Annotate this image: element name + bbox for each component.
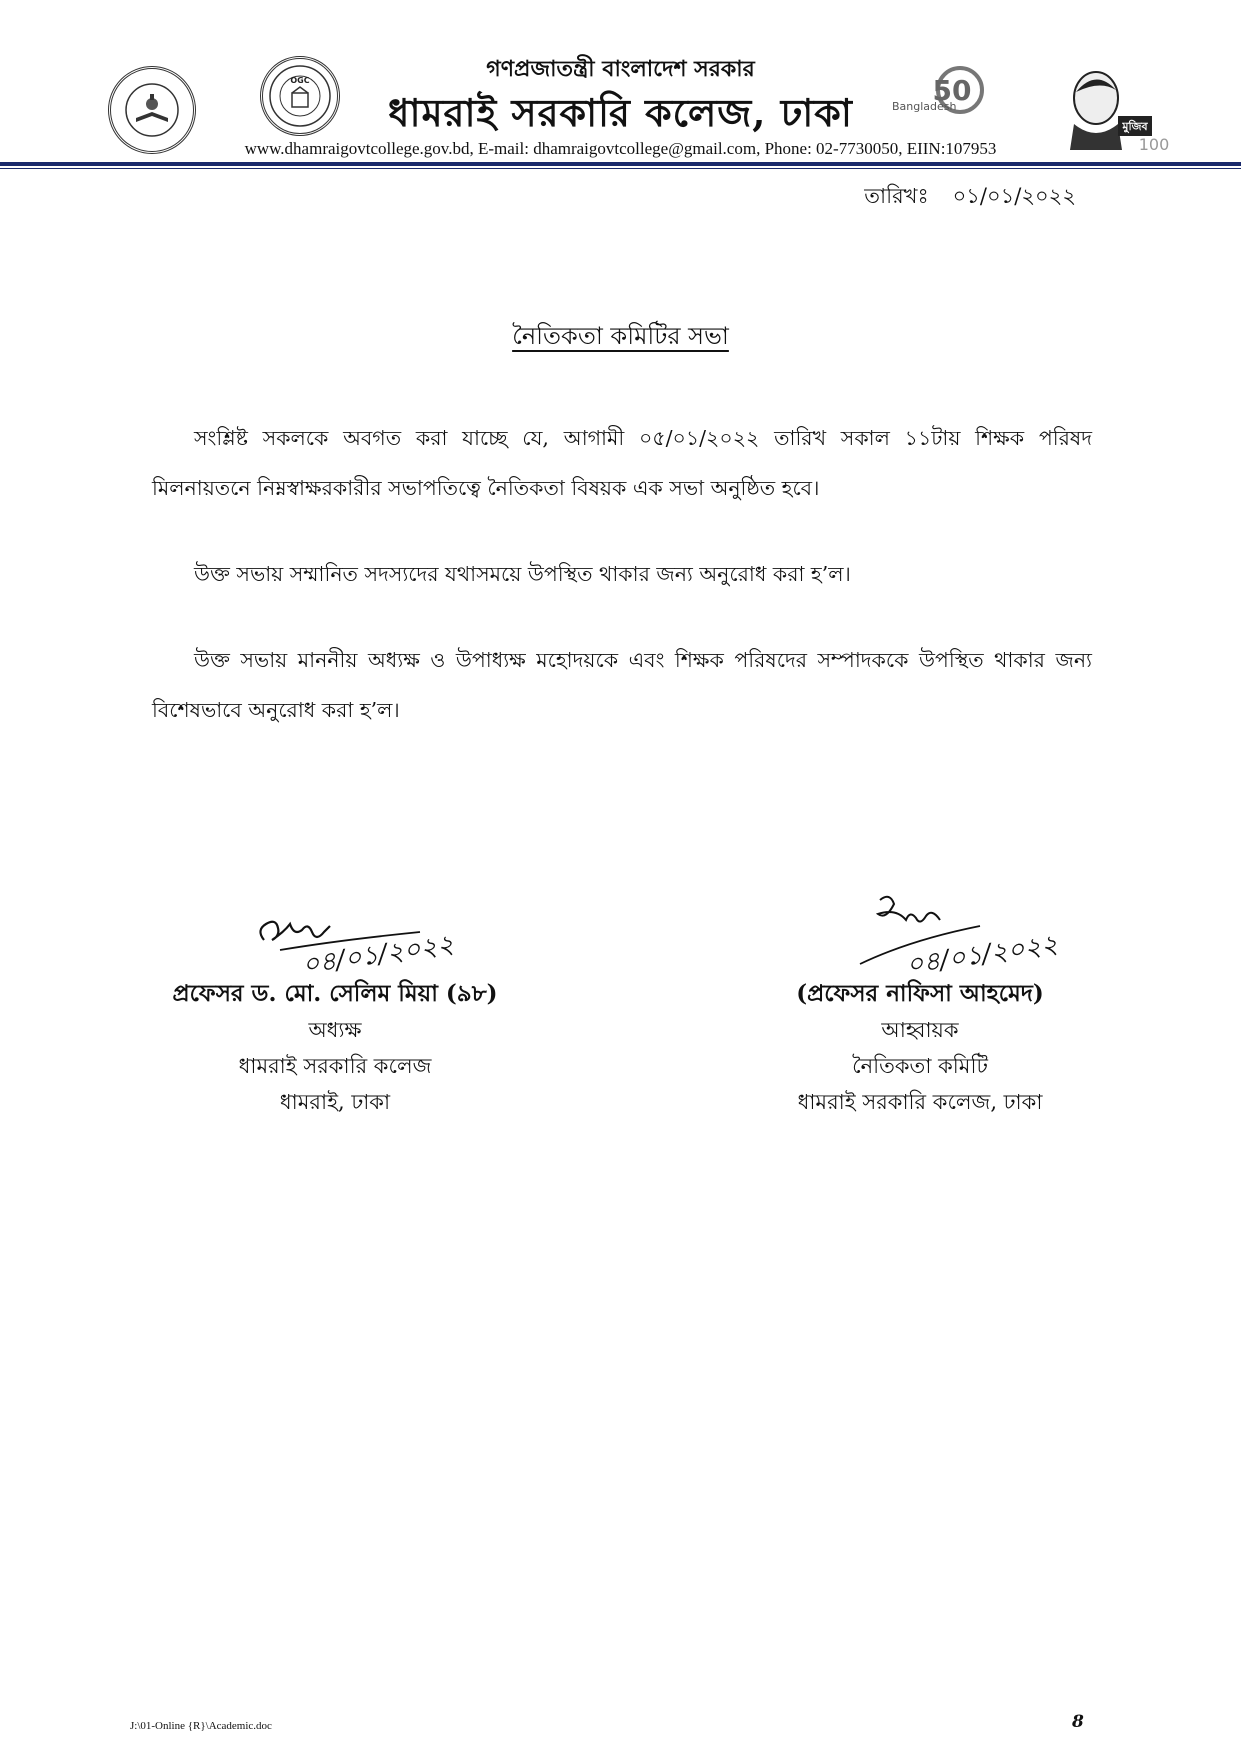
header-rule-thick	[0, 162, 1241, 166]
footer-file-path: J:\01-Online {R}\Academic.doc	[130, 1720, 272, 1732]
body-paragraph-3: উক্ত সভায় মাননীয় অধ্যক্ষ ও উপাধ্যক্ষ মহোদয়কে এবং শিক্ষক পরিষদের সম্পাদককে উপস্থিত থাকার জন্য বিশেষভাবে অনুরোধ করা হ’ল।	[152, 648, 1092, 722]
date-line	[864, 180, 1076, 215]
signatory-left-location: ধামরাই, ঢাকা	[279, 1090, 391, 1114]
signatory-left	[150, 976, 520, 1120]
bangladesh-50-number: 50	[932, 74, 972, 107]
signature-left-date: ০৪/০১/২০২২	[300, 929, 456, 981]
signatory-left-title: অধ্যক্ষ	[308, 1018, 362, 1042]
subject-text: নৈতিকতা কমিটির সভা	[512, 322, 729, 350]
signatory-right-org: নৈতিকতা কমিটি	[852, 1054, 988, 1078]
signatory-right-location: ধামরাই সরকারি কলেজ, ঢাকা	[797, 1090, 1043, 1114]
mujib-logo-number: 100	[1138, 135, 1170, 152]
signatory-right-title: আহ্বায়ক	[881, 1018, 959, 1042]
mujib-logo-text: মুজিব	[1122, 120, 1148, 133]
contact-info: www.dhamraigovtcollege.gov.bd, E-mail: dhamraigovtcollege@gmail.com, Phone: 02-7730050, EIIN:107953	[244, 139, 997, 158]
footer-page-number: 8	[1072, 1712, 1084, 1732]
header-rule-thin	[0, 168, 1241, 169]
body-paragraph-1: সংশ্লিষ্ট সকলকে অবগত করা যাচ্ছে যে, আগামী ০৫/০১/২০২২ তারিখ সকাল ১১টায় শিক্ষক পরিষদ মিলনায়তনে নিম্নস্বাক্ষরকারীর সভাপতিত্বে নৈতিকতা বিষয়ক এক সভা অনুষ্ঠিত হবে।	[152, 426, 1092, 500]
signatory-right-name: (প্রফেসর নাফিসা আহমেদ)	[796, 980, 1044, 1007]
ogc-logo-text: OGC	[290, 76, 310, 85]
signature-right	[850, 890, 1060, 981]
government-line: গণপ্রজাতন্ত্রী বাংলাদেশ সরকার	[486, 56, 755, 82]
signatory-left-name: প্রফেসর ড. মো. সেলিম মিয়া (৯৮)	[172, 980, 498, 1007]
college-name: ধামরাই সরকারি কলেজ, ঢাকা	[388, 90, 853, 135]
signatory-left-org: ধামরাই সরকারি কলেজ	[238, 1054, 432, 1078]
signature-left	[250, 910, 456, 981]
date-label: তারিখঃ	[864, 184, 929, 208]
signatory-right	[760, 976, 1080, 1120]
signature-right-date: ০৪/০১/২০২২	[904, 929, 1060, 981]
bangladesh-50-text: Bangladesh	[892, 100, 957, 113]
body-paragraph-2: উক্ত সভায় সম্মানিত সদস্যদের যথাসময়ে উপস্থিত থাকার জন্য অনুরোধ করা হ’ল।	[194, 562, 851, 586]
date-value: ০১/০১/২০২২	[952, 184, 1076, 208]
subject-heading	[0, 318, 1241, 358]
